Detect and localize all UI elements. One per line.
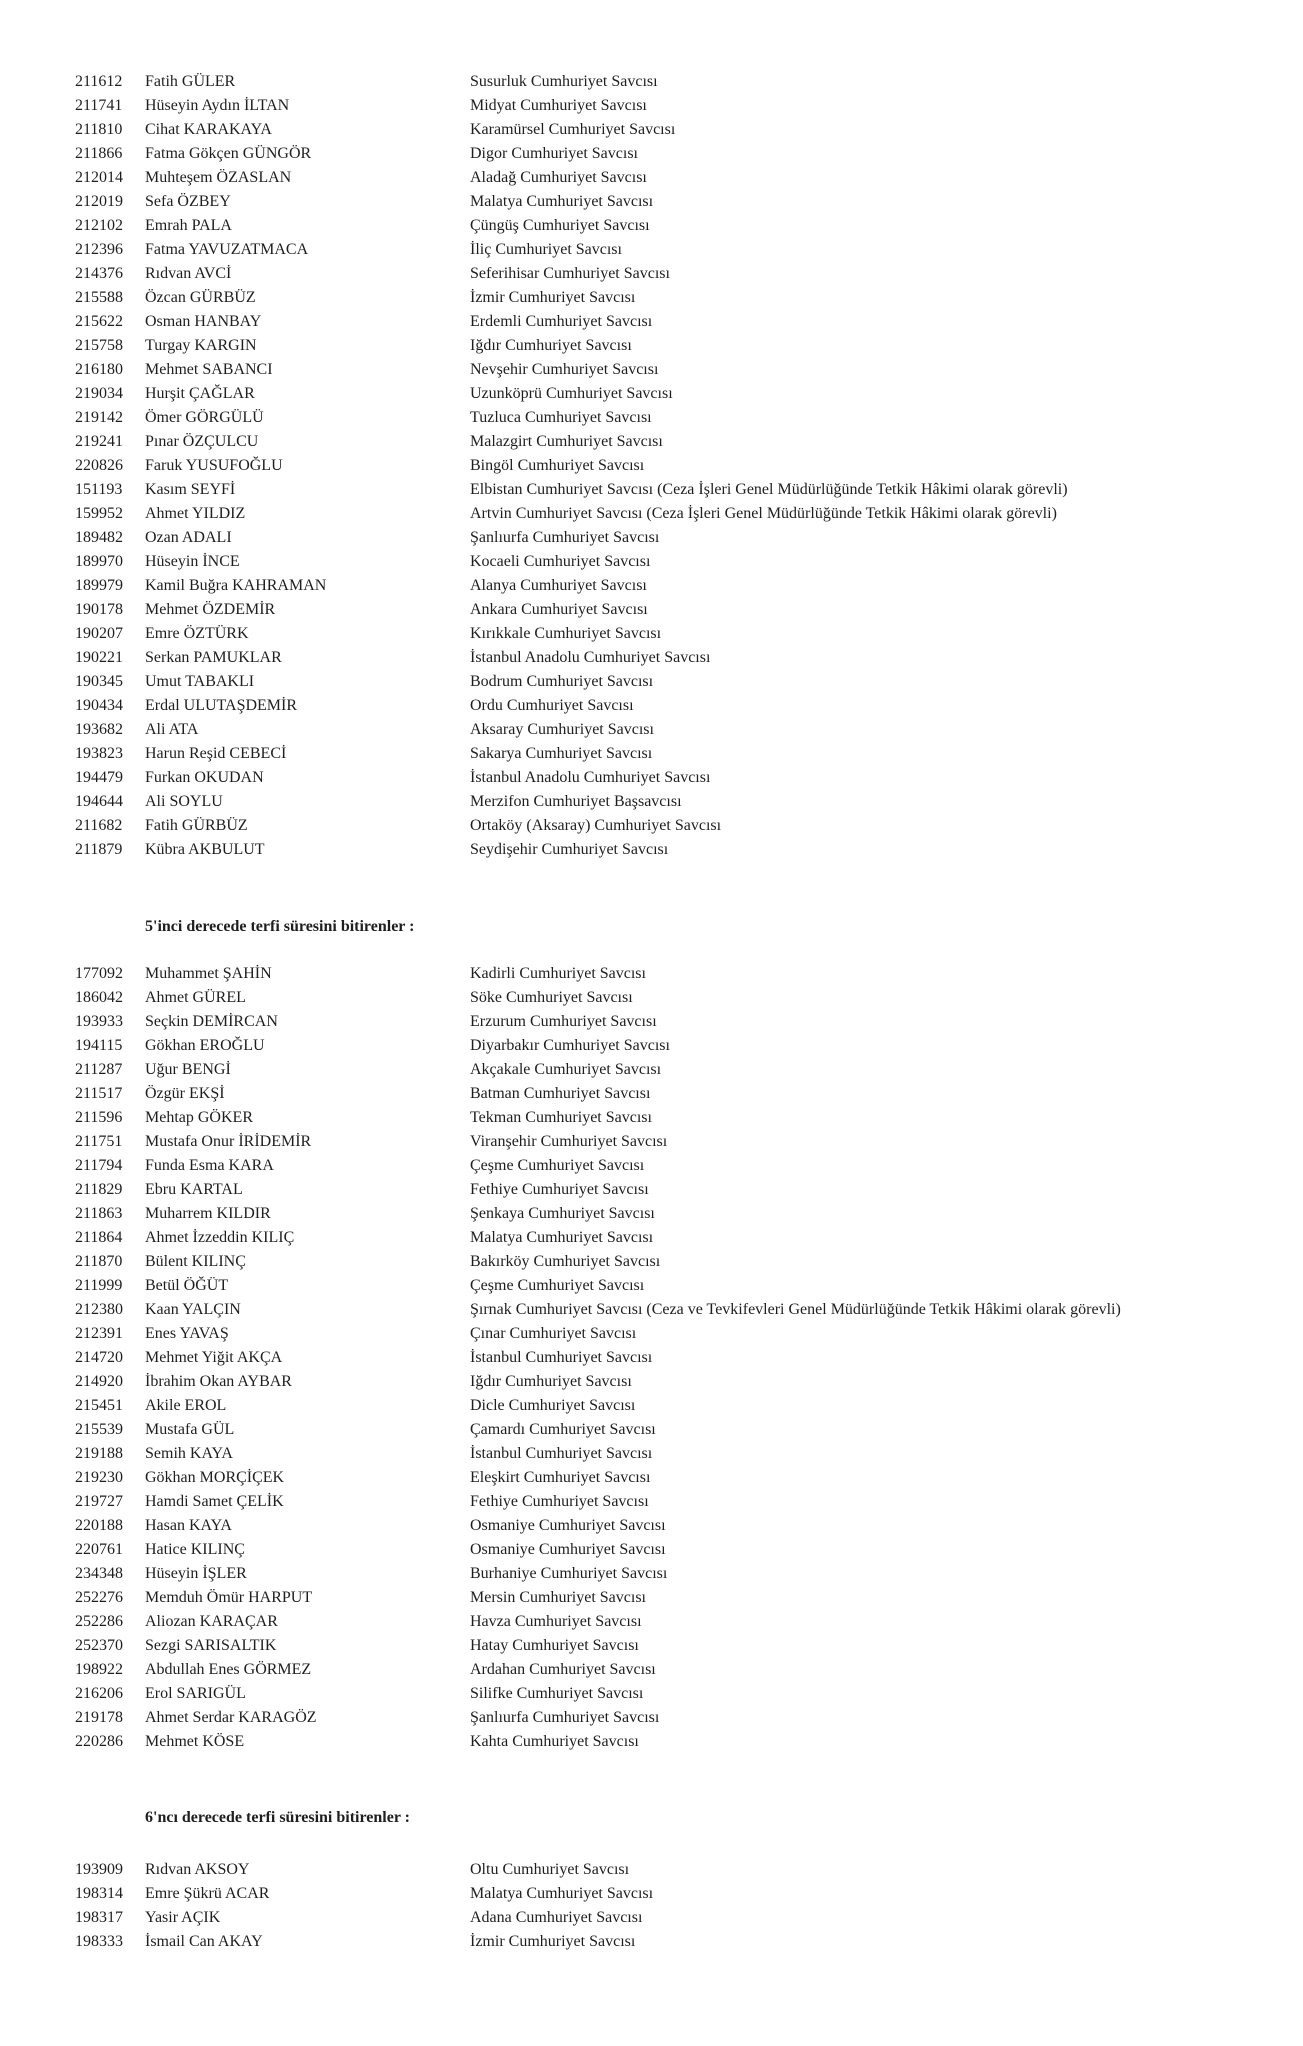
person-name: Mustafa GÜL: [145, 1421, 235, 1438]
list-row: [0, 1682, 1303, 1706]
list-row: [0, 334, 1303, 358]
registry-number: 220188: [75, 1517, 123, 1534]
list-row: [0, 1154, 1303, 1178]
person-name: Emre Şükrü ACAR: [145, 1885, 270, 1902]
list-row: [0, 962, 1303, 986]
duty-title: Çeşme Cumhuriyet Savcısı: [470, 1157, 645, 1174]
list-row: [0, 1466, 1303, 1490]
list-row: [0, 382, 1303, 406]
list-row: [0, 1730, 1303, 1754]
registry-number: 190221: [75, 649, 123, 666]
person-name: Cihat KARAKAYA: [145, 121, 272, 138]
duty-title: Bingöl Cumhuriyet Savcısı: [470, 457, 645, 474]
person-name: Aliozan KARAÇAR: [145, 1613, 278, 1630]
person-name: Semih KAYA: [145, 1445, 233, 1462]
person-name: Hüseyin İNCE: [145, 553, 240, 570]
duty-title: Havza Cumhuriyet Savcısı: [470, 1613, 642, 1630]
duty-title: İstanbul Cumhuriyet Savcısı: [470, 1349, 653, 1366]
section-heading: 5'inci derecede terfi süresini bitirenler :: [145, 918, 415, 935]
duty-title: Aksaray Cumhuriyet Savcısı: [470, 721, 654, 738]
registry-number: 190434: [75, 697, 123, 714]
duty-title: Elbistan Cumhuriyet Savcısı (Ceza İşleri Genel Müdürlüğünde Tetkik Hâkimi olarak görevli): [470, 481, 1068, 498]
duty-title: Silifke Cumhuriyet Savcısı: [470, 1685, 644, 1702]
duty-title: Sakarya Cumhuriyet Savcısı: [470, 745, 653, 762]
list-row: [0, 1226, 1303, 1250]
list-row: [0, 814, 1303, 838]
registry-number: 215758: [75, 337, 123, 354]
duty-title: Batman Cumhuriyet Savcısı: [470, 1085, 651, 1102]
registry-number: 216206: [75, 1685, 123, 1702]
duty-title: Akçakale Cumhuriyet Savcısı: [470, 1061, 662, 1078]
duty-title: Bakırköy Cumhuriyet Savcısı: [470, 1253, 661, 1270]
duty-title: Seferihisar Cumhuriyet Savcısı: [470, 265, 670, 282]
person-name: Ahmet Serdar KARAGÖZ: [145, 1709, 317, 1726]
promotion-section-5th-degree: [0, 915, 1303, 1754]
list-row: [0, 1058, 1303, 1082]
person-name: Hatice KILINÇ: [145, 1541, 245, 1558]
list-row: [0, 1906, 1303, 1930]
duty-title: Tekman Cumhuriyet Savcısı: [470, 1109, 652, 1126]
registry-number: 211866: [75, 145, 123, 162]
person-name: Ali ATA: [145, 721, 199, 738]
list-row: [0, 986, 1303, 1010]
duty-title: İstanbul Anadolu Cumhuriyet Savcısı: [470, 769, 711, 786]
person-name: Erdal ULUTAŞDEMİR: [145, 697, 298, 714]
duty-title: İliç Cumhuriyet Savcısı: [470, 241, 622, 258]
person-name: Memduh Ömür HARPUT: [145, 1589, 313, 1606]
registry-number: 252370: [75, 1637, 123, 1654]
list-row: [0, 454, 1303, 478]
person-name: Serkan PAMUKLAR: [145, 649, 282, 666]
person-name: Fatih GÜLER: [145, 73, 236, 90]
duty-title: Nevşehir Cumhuriyet Savcısı: [470, 361, 659, 378]
registry-number: 211879: [75, 841, 123, 858]
duty-title: Uzunköprü Cumhuriyet Savcısı: [470, 385, 673, 402]
duty-title: Iğdır Cumhuriyet Savcısı: [470, 1373, 632, 1390]
registry-number: 190345: [75, 673, 123, 690]
list-row: [0, 1634, 1303, 1658]
person-name: Yasir AÇIK: [145, 1909, 221, 1926]
duty-title: Şanlıurfa Cumhuriyet Savcısı: [470, 1709, 660, 1726]
list-row: [0, 262, 1303, 286]
list-row: [0, 694, 1303, 718]
person-name: Mehmet KÖSE: [145, 1733, 245, 1750]
registry-number: 252286: [75, 1613, 123, 1630]
person-name: Gökhan EROĞLU: [145, 1037, 265, 1054]
person-name: Özgür EKŞİ: [145, 1085, 225, 1102]
duty-title: Viranşehir Cumhuriyet Savcısı: [470, 1133, 668, 1150]
registry-number: 214720: [75, 1349, 123, 1366]
list-row: [0, 310, 1303, 334]
list-row: [0, 118, 1303, 142]
section-rows: [0, 962, 1303, 1754]
person-name: Emre ÖZTÜRK: [145, 625, 249, 642]
list-row: [0, 478, 1303, 502]
registry-number: 215451: [75, 1397, 123, 1414]
promotion-section-6th-degree: [0, 1806, 1303, 1954]
person-name: Fatma YAVUZATMACA: [145, 241, 309, 258]
person-name: Umut TABAKLI: [145, 673, 255, 690]
registry-number: 220761: [75, 1541, 123, 1558]
list-row: [0, 574, 1303, 598]
registry-number: 193682: [75, 721, 123, 738]
person-name: Harun Reşid CEBECİ: [145, 745, 287, 762]
registry-number: 215622: [75, 313, 123, 330]
registry-number: 219727: [75, 1493, 123, 1510]
registry-number: 189979: [75, 577, 123, 594]
list-row: [0, 1394, 1303, 1418]
registry-number: 219034: [75, 385, 123, 402]
registry-number: 211829: [75, 1181, 123, 1198]
person-name: Sefa ÖZBEY: [145, 193, 231, 210]
person-name: İsmail Can AKAY: [145, 1933, 263, 1950]
registry-number: 212396: [75, 241, 123, 258]
duty-title: Fethiye Cumhuriyet Savcısı: [470, 1181, 649, 1198]
person-name: Ömer GÖRGÜLÜ: [145, 409, 264, 426]
person-name: Fatma Gökçen GÜNGÖR: [145, 145, 312, 162]
registry-number: 211682: [75, 817, 123, 834]
list-row: [0, 1298, 1303, 1322]
list-row: [0, 550, 1303, 574]
registry-number: 211612: [75, 73, 123, 90]
list-row: [0, 1274, 1303, 1298]
promotion-section-4th-degree: [0, 70, 1303, 862]
registry-number: 177092: [75, 965, 123, 982]
registry-number: 190207: [75, 625, 123, 642]
registry-number: 214376: [75, 265, 123, 282]
registry-number: 198314: [75, 1885, 123, 1902]
person-name: Hurşit ÇAĞLAR: [145, 385, 255, 402]
person-name: Kaan YALÇIN: [145, 1301, 241, 1318]
duty-title: İstanbul Cumhuriyet Savcısı: [470, 1445, 653, 1462]
list-row: [0, 1858, 1303, 1882]
registry-number: 215539: [75, 1421, 123, 1438]
duty-title: Malatya Cumhuriyet Savcısı: [470, 1885, 654, 1902]
section-rows: [0, 1858, 1303, 1954]
registry-number: 211287: [75, 1061, 123, 1078]
list-row: [0, 70, 1303, 94]
person-name: Osman HANBAY: [145, 313, 262, 330]
person-name: Faruk YUSUFOĞLU: [145, 457, 283, 474]
list-row: [0, 1442, 1303, 1466]
list-row: [0, 1106, 1303, 1130]
registry-number: 198333: [75, 1933, 123, 1950]
duty-title: Osmaniye Cumhuriyet Savcısı: [470, 1541, 666, 1558]
registry-number: 211870: [75, 1253, 123, 1270]
person-name: Hamdi Samet ÇELİK: [145, 1493, 284, 1510]
list-row: [0, 670, 1303, 694]
person-name: Funda Esma KARA: [145, 1157, 274, 1174]
person-name: Hüseyin Aydın İLTAN: [145, 97, 290, 114]
list-row: [0, 1658, 1303, 1682]
person-name: Kasım SEYFİ: [145, 481, 236, 498]
list-row: [0, 742, 1303, 766]
person-name: İbrahim Okan AYBAR: [145, 1373, 292, 1390]
list-row: [0, 1930, 1303, 1954]
duty-title: İzmir Cumhuriyet Savcısı: [470, 289, 636, 306]
registry-number: 211751: [75, 1133, 123, 1150]
section-rows: [0, 70, 1303, 862]
duty-title: Malatya Cumhuriyet Savcısı: [470, 1229, 654, 1246]
list-row: [0, 190, 1303, 214]
registry-number: 212391: [75, 1325, 123, 1342]
registry-number: 220286: [75, 1733, 123, 1750]
duty-title: Susurluk Cumhuriyet Savcısı: [470, 73, 658, 90]
registry-number: 219230: [75, 1469, 123, 1486]
duty-title: Burhaniye Cumhuriyet Savcısı: [470, 1565, 668, 1582]
registry-number: 198922: [75, 1661, 123, 1678]
registry-number: 212102: [75, 217, 123, 234]
registry-number: 211741: [75, 97, 123, 114]
person-name: Kübra AKBULUT: [145, 841, 265, 858]
registry-number: 211810: [75, 121, 123, 138]
registry-number: 219188: [75, 1445, 123, 1462]
list-row: [0, 1010, 1303, 1034]
list-row: [0, 94, 1303, 118]
duty-title: Ardahan Cumhuriyet Savcısı: [470, 1661, 656, 1678]
list-row: [0, 1586, 1303, 1610]
person-name: Mehmet Yiğit AKÇA: [145, 1349, 283, 1366]
list-row: [0, 526, 1303, 550]
person-name: Ali SOYLU: [145, 793, 223, 810]
registry-number: 186042: [75, 989, 123, 1006]
duty-title: Ankara Cumhuriyet Savcısı: [470, 601, 648, 618]
duty-title: İstanbul Anadolu Cumhuriyet Savcısı: [470, 649, 711, 666]
duty-title: Diyarbakır Cumhuriyet Savcısı: [470, 1037, 670, 1054]
person-name: Turgay KARGIN: [145, 337, 257, 354]
registry-number: 198317: [75, 1909, 123, 1926]
person-name: Mehmet ÖZDEMİR: [145, 601, 276, 618]
person-name: Gökhan MORÇİÇEK: [145, 1469, 285, 1486]
person-name: Pınar ÖZÇULCU: [145, 433, 259, 450]
registry-number: 212380: [75, 1301, 123, 1318]
registry-number: 194115: [75, 1037, 123, 1054]
list-row: [0, 1250, 1303, 1274]
registry-number: 219142: [75, 409, 123, 426]
list-row: [0, 1490, 1303, 1514]
person-name: Uğur BENGİ: [145, 1061, 231, 1078]
list-row: [0, 1610, 1303, 1634]
list-row: [0, 1082, 1303, 1106]
registry-number: 212014: [75, 169, 123, 186]
person-name: Furkan OKUDAN: [145, 769, 264, 786]
registry-number: 193823: [75, 745, 123, 762]
duty-title: Hatay Cumhuriyet Savcısı: [470, 1637, 639, 1654]
person-name: Emrah PALA: [145, 217, 232, 234]
duty-title: Çınar Cumhuriyet Savcısı: [470, 1325, 637, 1342]
duty-title: Kocaeli Cumhuriyet Savcısı: [470, 553, 651, 570]
person-name: Ahmet GÜREL: [145, 989, 246, 1006]
person-name: Muharrem KILDIR: [145, 1205, 271, 1222]
registry-number: 159952: [75, 505, 123, 522]
registry-number: 211999: [75, 1277, 123, 1294]
registry-number: 234348: [75, 1565, 123, 1582]
person-name: Sezgi SARISALTIK: [145, 1637, 277, 1654]
list-row: [0, 1322, 1303, 1346]
duty-title: Osmaniye Cumhuriyet Savcısı: [470, 1517, 666, 1534]
list-row: [0, 1370, 1303, 1394]
person-name: Ozan ADALI: [145, 529, 232, 546]
duty-title: Bodrum Cumhuriyet Savcısı: [470, 673, 654, 690]
person-name: Mehtap GÖKER: [145, 1109, 253, 1126]
duty-title: Mersin Cumhuriyet Savcısı: [470, 1589, 646, 1606]
person-name: Muhammet ŞAHİN: [145, 965, 272, 982]
list-row: [0, 622, 1303, 646]
registry-number: 211864: [75, 1229, 123, 1246]
list-row: [0, 1418, 1303, 1442]
person-name: Abdullah Enes GÖRMEZ: [145, 1661, 312, 1678]
registry-number: 211863: [75, 1205, 123, 1222]
registry-number: 194479: [75, 769, 123, 786]
duty-title: Çüngüş Cumhuriyet Savcısı: [470, 217, 650, 234]
section-heading: 6'ncı derecede terfi süresini bitirenler :: [145, 1809, 410, 1826]
registry-number: 193933: [75, 1013, 123, 1030]
person-name: Hüseyin İŞLER: [145, 1565, 247, 1582]
duty-title: Karamürsel Cumhuriyet Savcısı: [470, 121, 676, 138]
duty-title: İzmir Cumhuriyet Savcısı: [470, 1933, 636, 1950]
list-row: [0, 358, 1303, 382]
person-name: Akile EROL: [145, 1397, 227, 1414]
duty-title: Şenkaya Cumhuriyet Savcısı: [470, 1205, 655, 1222]
list-row: [0, 406, 1303, 430]
list-row: [0, 502, 1303, 526]
person-name: Mehmet SABANCI: [145, 361, 273, 378]
list-row: [0, 1514, 1303, 1538]
person-name: Ahmet İzzeddin KILIÇ: [145, 1229, 295, 1246]
duty-title: Digor Cumhuriyet Savcısı: [470, 145, 638, 162]
person-name: Kamil Buğra KAHRAMAN: [145, 577, 327, 594]
duty-title: Kahta Cumhuriyet Savcısı: [470, 1733, 639, 1750]
duty-title: Söke Cumhuriyet Savcısı: [470, 989, 633, 1006]
duty-title: Seydişehir Cumhuriyet Savcısı: [470, 841, 669, 858]
registry-number: 219241: [75, 433, 123, 450]
list-row: [0, 718, 1303, 742]
list-row: [0, 286, 1303, 310]
list-row: [0, 166, 1303, 190]
list-row: [0, 646, 1303, 670]
duty-title: Aladağ Cumhuriyet Savcısı: [470, 169, 647, 186]
duty-title: Çeşme Cumhuriyet Savcısı: [470, 1277, 645, 1294]
duty-title: Adana Cumhuriyet Savcısı: [470, 1909, 643, 1926]
person-name: Ahmet YILDIZ: [145, 505, 246, 522]
list-row: [0, 1562, 1303, 1586]
duty-title: Çamardı Cumhuriyet Savcısı: [470, 1421, 656, 1438]
list-row: [0, 238, 1303, 262]
list-row: [0, 1538, 1303, 1562]
list-row: [0, 142, 1303, 166]
person-name: Enes YAVAŞ: [145, 1325, 229, 1342]
duty-title: Şanlıurfa Cumhuriyet Savcısı: [470, 529, 660, 546]
registry-number: 194644: [75, 793, 123, 810]
registry-number: 151193: [75, 481, 123, 498]
person-name: Bülent KILINÇ: [145, 1253, 246, 1270]
person-name: Muhteşem ÖZASLAN: [145, 169, 292, 186]
duty-title: Malatya Cumhuriyet Savcısı: [470, 193, 654, 210]
list-row: [0, 838, 1303, 862]
duty-title: Malazgirt Cumhuriyet Savcısı: [470, 433, 663, 450]
registry-number: 212019: [75, 193, 123, 210]
list-row: [0, 598, 1303, 622]
registry-number: 252276: [75, 1589, 123, 1606]
person-name: Hasan KAYA: [145, 1517, 232, 1534]
registry-number: 189970: [75, 553, 123, 570]
list-row: [0, 1178, 1303, 1202]
list-row: [0, 1130, 1303, 1154]
person-name: Fatih GÜRBÜZ: [145, 817, 248, 834]
duty-title: Eleşkirt Cumhuriyet Savcısı: [470, 1469, 651, 1486]
duty-title: Şırnak Cumhuriyet Savcısı (Ceza ve Tevkifevleri Genel Müdürlüğünde Tetkik Hâkimi olarak görevli): [470, 1301, 1121, 1318]
person-name: Erol SARIGÜL: [145, 1685, 246, 1702]
list-row: [0, 790, 1303, 814]
registry-number: 211596: [75, 1109, 123, 1126]
duty-title: Tuzluca Cumhuriyet Savcısı: [470, 409, 652, 426]
person-name: Mustafa Onur İRİDEMİR: [145, 1133, 312, 1150]
list-row: [0, 1202, 1303, 1226]
list-row: [0, 1882, 1303, 1906]
duty-title: Erdemli Cumhuriyet Savcısı: [470, 313, 653, 330]
registry-number: 220826: [75, 457, 123, 474]
registry-number: 211517: [75, 1085, 123, 1102]
person-name: Betül ÖĞÜT: [145, 1277, 229, 1294]
registry-number: 215588: [75, 289, 123, 306]
duty-title: Fethiye Cumhuriyet Savcısı: [470, 1493, 649, 1510]
duty-title: Midyat Cumhuriyet Savcısı: [470, 97, 647, 114]
duty-title: Dicle Cumhuriyet Savcısı: [470, 1397, 636, 1414]
duty-title: Kırıkkale Cumhuriyet Savcısı: [470, 625, 662, 642]
duty-title: Erzurum Cumhuriyet Savcısı: [470, 1013, 657, 1030]
person-name: Özcan GÜRBÜZ: [145, 289, 256, 306]
list-row: [0, 430, 1303, 454]
duty-title: Artvin Cumhuriyet Savcısı (Ceza İşleri Genel Müdürlüğünde Tetkik Hâkimi olarak görevli): [470, 505, 1057, 522]
list-row: [0, 1034, 1303, 1058]
registry-number: 219178: [75, 1709, 123, 1726]
list-row: [0, 1346, 1303, 1370]
person-name: Rıdvan AKSOY: [145, 1861, 250, 1878]
registry-number: 211794: [75, 1157, 123, 1174]
duty-title: Ordu Cumhuriyet Savcısı: [470, 697, 634, 714]
person-name: Rıdvan AVCİ: [145, 265, 232, 282]
registry-number: 214920: [75, 1373, 123, 1390]
registry-number: 193909: [75, 1861, 123, 1878]
duty-title: Alanya Cumhuriyet Savcısı: [470, 577, 647, 594]
registry-number: 216180: [75, 361, 123, 378]
registry-number: 189482: [75, 529, 123, 546]
list-row: [0, 1706, 1303, 1730]
duty-title: Ortaköy (Aksaray) Cumhuriyet Savcısı: [470, 817, 722, 834]
duty-title: Iğdır Cumhuriyet Savcısı: [470, 337, 632, 354]
list-row: [0, 214, 1303, 238]
duty-title: Merzifon Cumhuriyet Başsavcısı: [470, 793, 682, 810]
duty-title: Kadirli Cumhuriyet Savcısı: [470, 965, 646, 982]
duty-title: Oltu Cumhuriyet Savcısı: [470, 1861, 630, 1878]
list-row: [0, 766, 1303, 790]
person-name: Seçkin DEMİRCAN: [145, 1013, 278, 1030]
registry-number: 190178: [75, 601, 123, 618]
person-name: Ebru KARTAL: [145, 1181, 243, 1198]
